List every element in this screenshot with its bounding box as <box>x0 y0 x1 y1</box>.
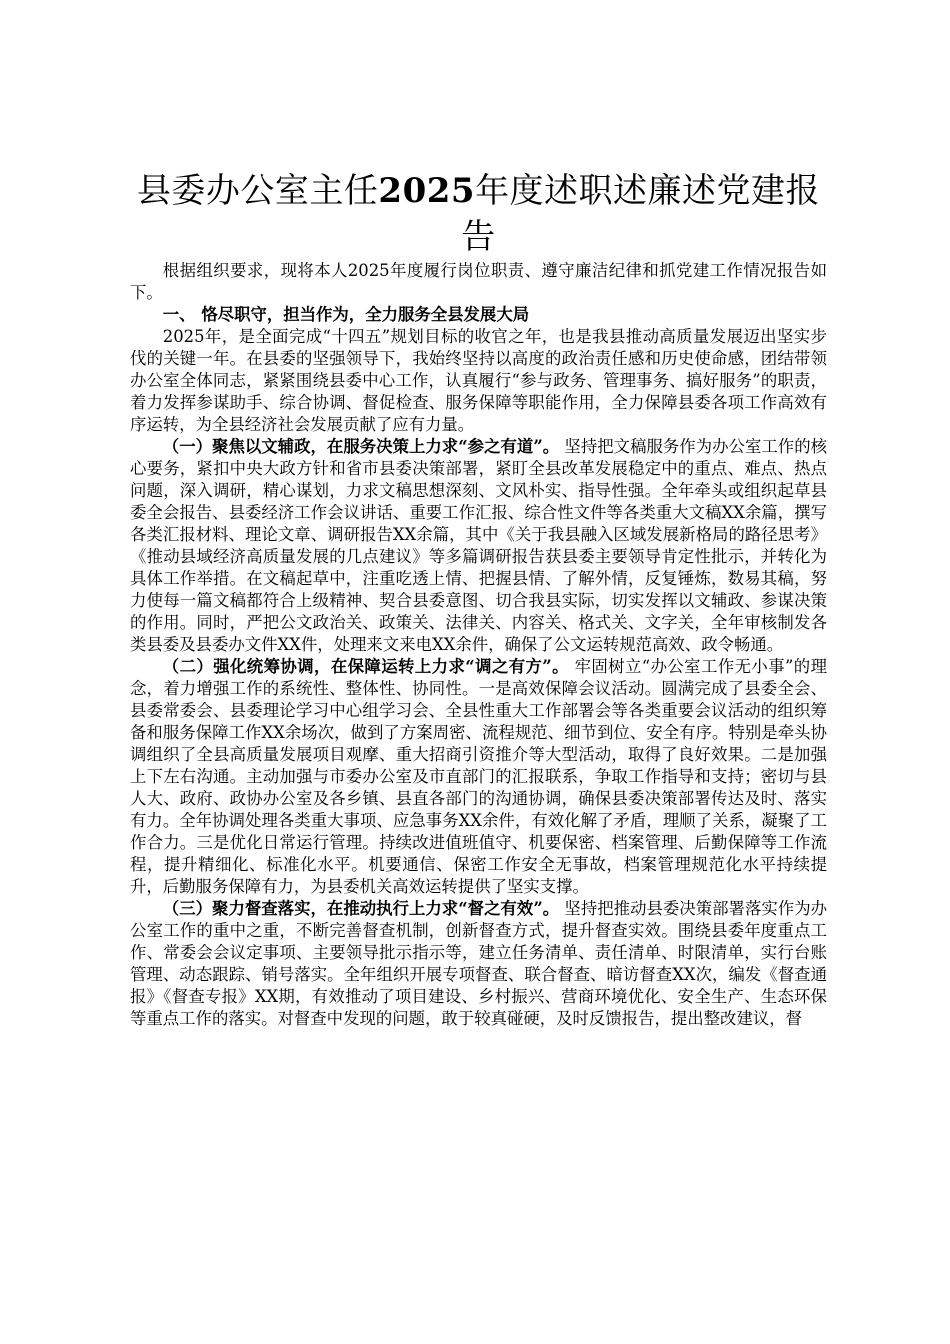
intro-paragraph: 根据组织要求，现将本人2025年度履行岗位职责、遵守廉洁纪律和抓党建工作情况报告如下。 <box>130 261 827 302</box>
item3-paragraph <box>130 898 827 1030</box>
document-page <box>130 168 827 1030</box>
item1-lead: （一）聚焦以文辅政，在服务决策上力求“参之有道”。 <box>162 437 560 456</box>
item2-body: 牢固树立“办公室工作无小事”的理念，着力增强工作的系统性、整体性、协同性。一是高效保障会议活动。圆满完成了县委全会、县委常委会、县委理论学习中心组学习会、全县性重大工作部署会等各类重要会议活动的组织筹备和服务保障工作XX余场次，做到了方案周密、流程规范、细节到位、安全有序。特别是牵头协调组织了全县高质量发展项目观摩、重大招商引资推介等大型活动，取得了良好效果。二是加强上下左右沟通。主动加强与市委办公室及市直部门的汇报联系，争取工作指导和支持；密切与县人大、政府、政协办公室及各乡镇、县直各部门的沟通协调，确保县委决策部署传达及时、落实有力。全年协调处理各类重大事项、应急事务XX余件，有效化解了矛盾，理顺了关系，凝聚了工作合力。三是优化日常运行管理。持续改进值班值守、机要保密、档案管理、后勤保障等工作流程，提升精细化、标准化水平。机要通信、保密工作安全无事故，档案管理规范化水平持续提升，后勤服务保障有力，为县委机关高效运转提供了坚实支撑。 <box>130 657 827 896</box>
title-part2: 年度述职述廉述党建报告 <box>461 171 821 257</box>
item3-lead: （三）聚力督查落实，在推动执行上力求“督之有效”。 <box>162 899 560 918</box>
title-year: 2025 <box>378 171 476 211</box>
item3-body: 坚持把推动县委决策部署落实作为办公室工作的重中之重，不断完善督查机制，创新督查方式，提升督查实效。围绕县委年度重点工作、常委会会议定事项、主要领导批示指示等，建立任务清单、责任清单、时限清单，实行台账管理、动态跟踪、销号落实。全年组织开展专项督查、联合督查、暗访督查XX次，编发《督查通报》《督查专报》XX期，有效推动了项目建设、乡村振兴、营商环境优化、安全生产、生态环保等重点工作的落实。对督查中发现的问题，敢于较真碰硬，及时反馈报告，提出整改建议，督 <box>130 899 827 1028</box>
document-title <box>130 168 827 260</box>
item2-paragraph <box>130 656 827 898</box>
item1-paragraph <box>130 436 827 656</box>
section1-body: 2025年，是全面完成“十四五”规划目标的收官之年，也是我县推动高质量发展迈出坚实步伐的关键一年。在县委的坚强领导下，我始终坚持以高度的政治责任感和历史使命感，团结带领办公室全体同志，紧紧围绕县委中心工作，认真履行“参与政务、管理事务、搞好服务”的职责，着力发挥参谋助手、综合协调、督促检查、服务保障等职能作用，全力保障县委各项工作高效有序运转，为全县经济社会发展贡献了应有力量。 <box>130 327 827 434</box>
title-part1: 县委办公室主任 <box>136 171 379 211</box>
item2-lead: （二）强化统筹协调，在保障运转上力求“调之有方”。 <box>162 657 569 676</box>
section1-heading: 一、 恪尽职守，担当作为，全力服务全县发展大局 <box>162 305 530 324</box>
item1-body: 坚持把文稿服务作为办公室工作的核心要务，紧扣中央大政方针和省市县委决策部署，紧盯全县改革发展稳定中的重点、难点、热点问题，深入调研，精心谋划，力求文稿思想深刻、文风朴实、指导性强。全年牵头或组织起草县委全会报告、县委经济工作会议讲话、重要工作汇报、综合性文件等各类重大文稿XX余篇，撰写各类汇报材料、理论文章、调研报告XX余篇，其中《关于我县融入区域发展新格局的路径思考》《推动县域经济高质量发展的几点建议》等多篇调研报告获县委主要领导肯定性批示，并转化为具体工作举措。在文稿起草中，注重吃透上情、把握县情、了解外情，反复锤炼，数易其稿，努力使每一篇文稿都符合上级精神、契合县委意图、切合我县实际，切实发挥以文辅政、参谋决策的作用。同时，严把公文政治关、政策关、法律关、内容关、格式关、文字关，全年审核制发各类县委及县委办文件XX件，处理来文来电XX余件，确保了公文运转规范高效、政令畅通。 <box>130 437 827 654</box>
